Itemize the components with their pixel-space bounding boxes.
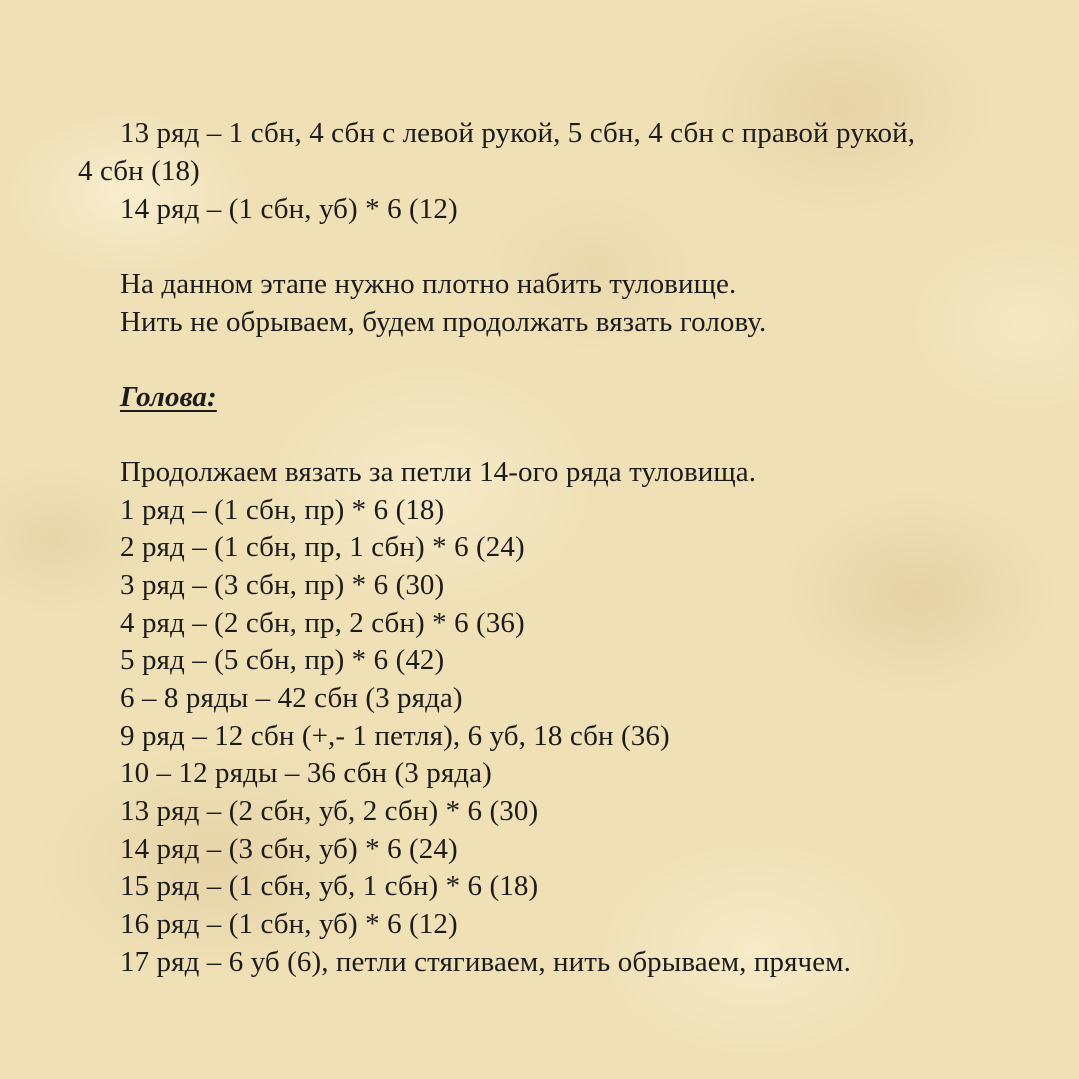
head-row: 14 ряд – (3 сбн, уб) * 6 (24) [120, 833, 458, 865]
head-row: 9 ряд – 12 сбн (+,- 1 петля), 6 уб, 18 сбн (36) [120, 720, 670, 752]
body-row-13-line-1: 13 ряд – 1 сбн, 4 сбн с левой рукой, 5 сбн, 4 сбн с правой рукой, [120, 117, 916, 149]
head-row: 4 ряд – (2 сбн, пр, 2 сбн) * 6 (36) [120, 607, 525, 639]
head-row: 3 ряд – (3 сбн, пр) * 6 (30) [120, 569, 445, 601]
head-row: 15 ряд – (1 сбн, уб, 1 сбн) * 6 (18) [120, 870, 539, 902]
stuffing-note: На данном этапе нужно плотно набить туловище. [120, 268, 737, 300]
continue-note: Нить не обрываем, будем продолжать вязать голову. [120, 306, 767, 338]
head-row: 10 – 12 ряды – 36 сбн (3 ряда) [120, 757, 492, 789]
head-intro: Продолжаем вязать за петли 14-ого ряда туловища. [120, 456, 757, 488]
head-row: 2 ряд – (1 сбн, пр, 1 сбн) * 6 (24) [120, 531, 525, 563]
body-row-14: 14 ряд – (1 сбн, уб) * 6 (12) [120, 193, 458, 225]
head-row: 13 ряд – (2 сбн, уб, 2 сбн) * 6 (30) [120, 795, 539, 827]
head-row: 17 ряд – 6 уб (6), петли стягиваем, нить обрываем, прячем. [120, 946, 851, 978]
head-row: 5 ряд – (5 сбн, пр) * 6 (42) [120, 644, 445, 676]
body-row-13-line-2: 4 сбн (18) [78, 155, 200, 187]
head-row: 6 – 8 ряды – 42 сбн (3 ряда) [120, 682, 463, 714]
section-heading-head: Голова: [120, 381, 217, 413]
head-row: 1 ряд – (1 сбн, пр) * 6 (18) [120, 494, 445, 526]
head-row: 16 ряд – (1 сбн, уб) * 6 (12) [120, 908, 458, 940]
